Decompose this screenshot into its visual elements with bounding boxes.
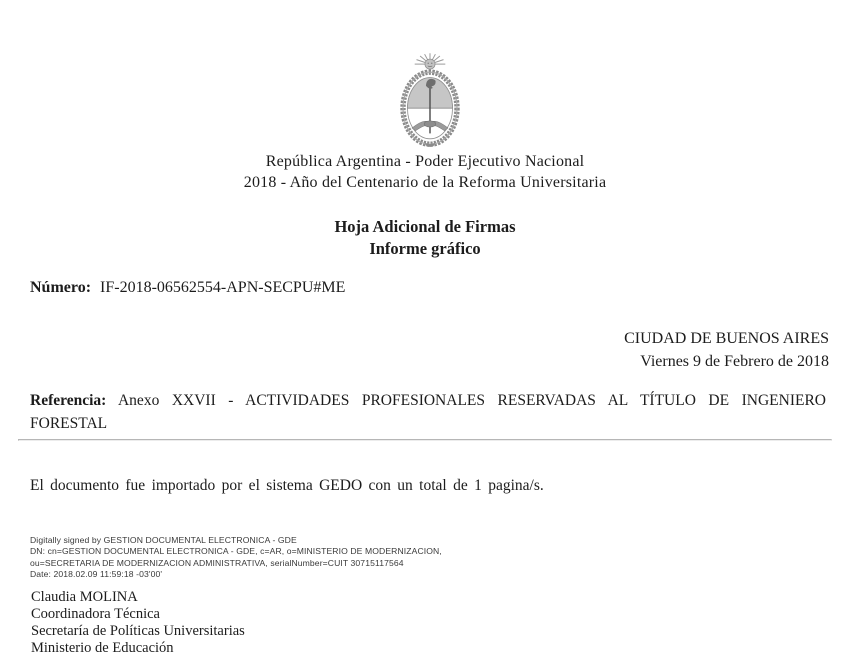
- body-text: El documento fue importado por el sistema GEDO con un total de 1 pagina/s.: [30, 477, 544, 494]
- city-line: CIUDAD DE BUENOS AIRES: [624, 330, 829, 347]
- digsig-line-3: ou=SECRETARIA DE MODERNIZACION ADMINISTRATIVA, serialNumber=CUIT 30715117564: [30, 557, 404, 568]
- digital-signature-block: [30, 535, 590, 581]
- signer-office: Secretaría de Políticas Universitarias: [31, 623, 245, 639]
- reference-text: Anexo XXVII - ACTIVIDADES PROFESIONALES RESERVADAS AL TÍTULO DE INGENIERO FORESTAL: [30, 392, 826, 432]
- section-divider: [18, 439, 832, 441]
- argentina-coat-of-arms-icon: [385, 52, 475, 150]
- date-line: Viernes 9 de Febrero de 2018: [640, 353, 829, 370]
- digsig-line-1: Digitally signed by GESTION DOCUMENTAL ELECTRONICA - GDE: [30, 535, 297, 545]
- header-line-year: 2018 - Año del Centenario de la Reforma Universitaria: [243, 174, 607, 191]
- header-line-republic: República Argentina - Poder Ejecutivo Nacional: [265, 153, 585, 170]
- reference-label: Referencia:: [30, 392, 107, 409]
- signer-name: Claudia MOLINA: [31, 589, 138, 605]
- number-value: IF-2018-06562554-APN-SECPU#ME: [100, 279, 346, 296]
- place-date-block: [329, 327, 829, 373]
- signer-ministry: Ministerio de Educación: [31, 640, 174, 656]
- digsig-line-4: Date: 2018.02.09 11:59:18 -03'00': [30, 569, 163, 580]
- signer-role: Coordinadora Técnica: [31, 606, 160, 622]
- document-number: [30, 279, 345, 297]
- document-header: [0, 151, 850, 193]
- number-label: Número:: [30, 279, 92, 296]
- title-line-2: Informe gráfico: [369, 239, 481, 258]
- signer-block: [31, 589, 451, 657]
- title-line-1: Hoja Adicional de Firmas: [334, 217, 516, 236]
- digsig-line-2: DN: cn=GESTION DOCUMENTAL ELECTRONICA - GDE, c=AR, o=MINISTERIO DE MODERNIZACION,: [30, 546, 442, 557]
- reference-paragraph: [30, 390, 826, 435]
- document-title: [0, 216, 850, 260]
